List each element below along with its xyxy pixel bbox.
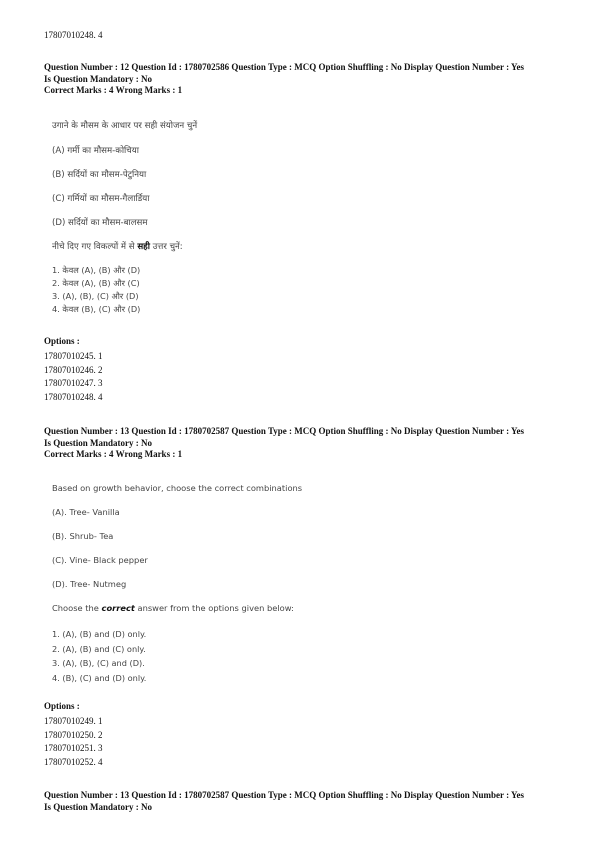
q12-mandatory: Is Question Mandatory : No xyxy=(44,73,153,84)
q12-item-d: (D) सर्दियों का मौसम-बालसम xyxy=(52,218,148,228)
q12-options-list xyxy=(44,350,103,404)
q12-choices xyxy=(52,264,140,316)
q12-item-a: (A) गर्मी का मौसम-कोचिया xyxy=(52,146,139,156)
q12-prompt: उगाने के मौसम के आधार पर सही संयोजन चुनें xyxy=(52,121,198,131)
q12-header-line1: Question Number : 12 Question Id : 1780702586 Question Type : MCQ Option Shuffling : No Display Question Number : Yes xyxy=(44,62,525,72)
q13-item-a: (A). Tree- Vanilla xyxy=(52,507,120,517)
q13-option-1: 17807010249. 1 xyxy=(44,716,103,726)
q13-choice-1: 1. (A), (B) and (D) only. xyxy=(52,629,147,639)
q12-marks: Correct Marks : 4 Wrong Marks : 1 xyxy=(44,85,183,95)
q13-option-3: 17807010251. 3 xyxy=(44,743,103,753)
q13-marks: Correct Marks : 4 Wrong Marks : 1 xyxy=(44,449,183,459)
q13-options-label: Options : xyxy=(44,701,80,711)
q12-instruction-pre: नीचे दिए गए विकल्पों में से xyxy=(52,242,138,252)
q12-instruction-emphasis: सही xyxy=(137,242,150,252)
q13-prompt: Based on growth behavior, choose the correct combinations xyxy=(52,483,303,493)
q12-option-3: 17807010247. 3 xyxy=(44,378,103,388)
previous-option-line: 17807010248. 4 xyxy=(44,30,103,40)
q13-instruction-pre: Choose the xyxy=(52,603,102,613)
q13-header xyxy=(44,426,524,461)
q13-mandatory: Is Question Mandatory : No xyxy=(44,437,153,448)
q12-instruction xyxy=(52,240,183,252)
q13-choices xyxy=(52,627,146,685)
q13-options-list xyxy=(44,715,103,769)
q12-options-label: Options : xyxy=(44,336,80,346)
q12-option-1: 17807010245. 1 xyxy=(44,351,103,361)
q13-instruction xyxy=(52,603,294,613)
q13-option-4: 17807010252. 4 xyxy=(44,756,103,767)
q13-repeat-header xyxy=(44,790,524,813)
q13-choice-3: 3. (A), (B), (C) and (D). xyxy=(52,658,145,668)
q12-option-4: 17807010248. 4 xyxy=(44,391,103,402)
q12-instruction-post: उत्तर चुनें: xyxy=(149,242,183,252)
q12-header xyxy=(44,62,524,97)
q12-choice-2: 2. केवल (A), (B) और (C) xyxy=(52,278,140,288)
q13-header-line1: Question Number : 13 Question Id : 1780702587 Question Type : MCQ Option Shuffling : No Display Question Number : Yes xyxy=(44,426,525,436)
q13-instruction-emphasis: correct xyxy=(101,603,135,613)
q13-repeat-mandatory: Is Question Mandatory : No xyxy=(44,801,153,812)
q12-item-c: (C) गर्मियों का मौसम-गैलार्डिया xyxy=(52,194,150,204)
q12-choice-4: 4. केवल (B), (C) और (D) xyxy=(52,304,141,314)
q13-item-b: (B). Shrub- Tea xyxy=(52,531,114,541)
q12-choice-3: 3. (A), (B), (C) और (D) xyxy=(52,291,139,301)
q12-option-2: 17807010246. 2 xyxy=(44,364,103,375)
q13-item-c: (C). Vine- Black pepper xyxy=(52,555,148,565)
q13-instruction-post: answer from the options given below: xyxy=(134,603,294,613)
q13-choice-2: 2. (A), (B) and (C) only. xyxy=(52,643,146,654)
q13-choice-4: 4. (B), (C) and (D) only. xyxy=(52,672,147,683)
q13-repeat-header-line1: Question Number : 13 Question Id : 1780702587 Question Type : MCQ Option Shuffling : No Display Question Number : Yes xyxy=(44,790,525,800)
q13-item-d: (D). Tree- Nutmeg xyxy=(52,579,127,589)
q13-option-2: 17807010250. 2 xyxy=(44,729,103,740)
q12-choice-1: 1. केवल (A), (B) और (D) xyxy=(52,265,141,275)
q12-item-b: (B) सर्दियों का मौसम-पेटुनिया xyxy=(52,170,147,180)
